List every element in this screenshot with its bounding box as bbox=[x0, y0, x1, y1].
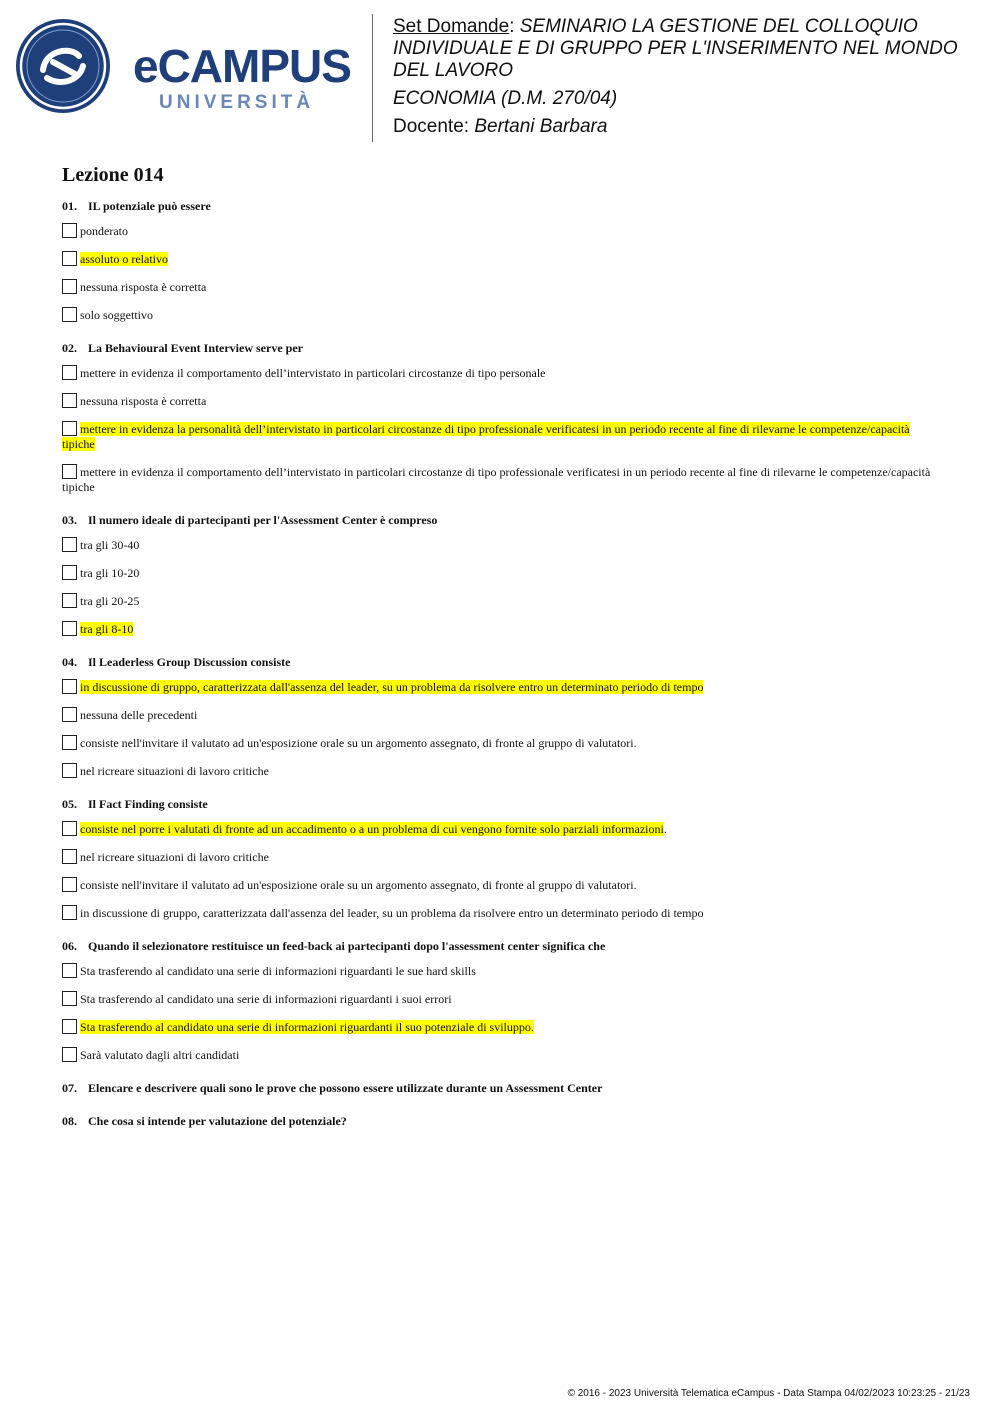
checkbox[interactable] bbox=[62, 393, 77, 408]
answer-text: nessuna delle precedenti bbox=[80, 708, 198, 722]
header-divider bbox=[372, 14, 373, 142]
checkbox[interactable] bbox=[62, 365, 77, 380]
question-list bbox=[62, 199, 942, 1129]
lesson-title: Lezione 014 bbox=[62, 164, 164, 186]
question-04 bbox=[62, 655, 942, 779]
question-label: Il numero ideale di partecipanti per l'Assessment Center è compreso bbox=[88, 513, 438, 527]
page-footer: © 2016 - 2023 Università Telematica eCampus - Data Stampa 04/02/2023 10:23:25 - 21/23 bbox=[567, 1388, 970, 1399]
question-number: 07. bbox=[62, 1081, 77, 1095]
answer-text: nessuna risposta è corretta bbox=[80, 280, 207, 294]
checkbox[interactable] bbox=[62, 593, 77, 608]
teacher-label: Docente: bbox=[393, 116, 475, 137]
answer-option-correct[interactable] bbox=[62, 821, 942, 837]
answer-text: Sta trasferendo al candidato una serie di informazioni riguardanti i suoi errori bbox=[80, 992, 452, 1006]
answer-option[interactable] bbox=[62, 593, 942, 609]
answer-option[interactable] bbox=[62, 905, 942, 921]
checkbox[interactable] bbox=[62, 537, 77, 552]
checkbox[interactable] bbox=[62, 621, 77, 636]
question-number: 03. bbox=[62, 513, 77, 527]
checkbox[interactable] bbox=[62, 421, 77, 436]
answer-text: consiste nell'invitare il valutato ad un'esposizione orale su un argomento assegnato, di fronte al gruppo di valutatori. bbox=[80, 736, 637, 750]
set-separator: : bbox=[509, 16, 520, 37]
answer-suffix: . bbox=[663, 822, 667, 836]
checkbox[interactable] bbox=[62, 877, 77, 892]
question-label: Il Leaderless Group Discussion consiste bbox=[88, 655, 291, 669]
answer-option-correct[interactable] bbox=[62, 421, 942, 452]
checkbox[interactable] bbox=[62, 464, 77, 479]
answer-text: tra gli 10-20 bbox=[80, 566, 140, 580]
question-number: 02. bbox=[62, 341, 77, 355]
question-03 bbox=[62, 513, 942, 637]
ecampus-logo bbox=[15, 16, 360, 118]
answer-text: nel ricreare situazioni di lavoro critiche bbox=[80, 850, 269, 864]
answer-text: Sta trasferendo al candidato una serie di informazioni riguardanti le sue hard skills bbox=[80, 964, 476, 978]
question-02 bbox=[62, 341, 942, 495]
checkbox[interactable] bbox=[62, 1047, 77, 1062]
checkbox[interactable] bbox=[62, 223, 77, 238]
answer-option[interactable] bbox=[62, 877, 942, 893]
answer-option[interactable] bbox=[62, 707, 942, 723]
answer-text: consiste nel porre i valutati di fronte ad un accadimento o a un problema di cui vengono fornite solo parziali informazioni bbox=[80, 822, 664, 836]
course-title-line bbox=[393, 16, 993, 82]
answer-option[interactable] bbox=[62, 1047, 942, 1063]
checkbox[interactable] bbox=[62, 279, 77, 294]
question-07 bbox=[62, 1081, 942, 1096]
question-01 bbox=[62, 199, 942, 323]
question-label: La Behavioural Event Interview serve per bbox=[88, 341, 303, 355]
question-08 bbox=[62, 1114, 942, 1129]
checkbox[interactable] bbox=[62, 963, 77, 978]
answer-option[interactable] bbox=[62, 279, 942, 295]
checkbox[interactable] bbox=[62, 307, 77, 322]
question-label: Elencare e descrivere quali sono le prove che possono essere utilizzate durante un Assessment Center bbox=[88, 1081, 603, 1095]
teacher-name: Bertani Barbara bbox=[474, 116, 608, 137]
question-label: Che cosa si intende per valutazione del potenziale? bbox=[88, 1114, 347, 1128]
answer-option[interactable] bbox=[62, 464, 942, 495]
checkbox[interactable] bbox=[62, 707, 77, 722]
checkbox[interactable] bbox=[62, 905, 77, 920]
course-title: SEMINARIO LA GESTIONE DEL COLLOQUIO INDIVIDUALE E DI GRUPPO PER L'INSERIMENTO NEL MONDO DEL LAVORO bbox=[393, 16, 958, 81]
question-number: 06. bbox=[62, 939, 77, 953]
answer-text: mettere in evidenza la personalità dell’intervistato in particolari circostanze di tipo professionale verificatesi in un periodo recente al fine di rilevarne le competenze/capacità tipiche bbox=[62, 422, 910, 451]
answer-option[interactable] bbox=[62, 393, 942, 409]
answer-option[interactable] bbox=[62, 565, 942, 581]
degree-name: ECONOMIA (D.M. 270/04) bbox=[393, 88, 618, 109]
answer-text: mettere in evidenza il comportamento dell’intervistato in particolari circostanze di tipo personale bbox=[80, 366, 546, 380]
teacher bbox=[393, 116, 993, 138]
checkbox[interactable] bbox=[62, 1019, 77, 1034]
question-number: 04. bbox=[62, 655, 77, 669]
question-number: 08. bbox=[62, 1114, 77, 1128]
question-text bbox=[62, 1114, 942, 1129]
answer-text: nessuna risposta è corretta bbox=[80, 394, 207, 408]
answer-text: tra gli 8-10 bbox=[80, 622, 134, 636]
logo-brand: eCAMPUS bbox=[133, 40, 351, 92]
answer-option-correct[interactable] bbox=[62, 679, 942, 695]
answer-option[interactable] bbox=[62, 365, 942, 381]
degree bbox=[393, 88, 993, 110]
answer-option[interactable] bbox=[62, 963, 942, 979]
question-label: IL potenziale può essere bbox=[88, 199, 211, 213]
answer-option[interactable] bbox=[62, 307, 942, 323]
checkbox[interactable] bbox=[62, 849, 77, 864]
answer-text: mettere in evidenza il comportamento dell’intervistato in particolari circostanze di tipo professionale verificatesi in un periodo recente al fine di rilevarne le competenze/capacità tipiche bbox=[62, 465, 931, 494]
question-05 bbox=[62, 797, 942, 921]
answer-text: tra gli 20-25 bbox=[80, 594, 140, 608]
question-number: 05. bbox=[62, 797, 77, 811]
answer-option[interactable] bbox=[62, 735, 942, 751]
question-text bbox=[62, 199, 942, 214]
checkbox[interactable] bbox=[62, 821, 77, 836]
checkbox[interactable] bbox=[62, 763, 77, 778]
question-set bbox=[62, 164, 942, 1147]
question-text bbox=[62, 341, 942, 356]
answer-text: tra gli 30-40 bbox=[80, 538, 140, 552]
answer-option[interactable] bbox=[62, 991, 942, 1007]
answer-text: Sarà valutato dagli altri candidati bbox=[80, 1048, 240, 1062]
answer-option[interactable] bbox=[62, 763, 942, 779]
question-text bbox=[62, 939, 942, 954]
answer-text: in discussione di gruppo, caratterizzata dall'assenza del leader, su un problema da risolvere entro un determinato periodo di tempo bbox=[80, 906, 704, 920]
answer-text: assoluto o relativo bbox=[80, 252, 168, 266]
checkbox[interactable] bbox=[62, 679, 77, 694]
question-text bbox=[62, 655, 942, 670]
logo-sub: UNIVERSITÀ bbox=[159, 92, 315, 113]
answer-text: ponderato bbox=[80, 224, 128, 238]
page-header bbox=[0, 0, 1000, 150]
checkbox[interactable] bbox=[62, 991, 77, 1006]
answer-option[interactable] bbox=[62, 537, 942, 553]
question-label: Quando il selezionatore restituisce un feed-back ai partecipanti dopo l'assessment center significa che bbox=[88, 939, 606, 953]
question-text bbox=[62, 797, 942, 812]
checkbox[interactable] bbox=[62, 251, 77, 266]
answer-option[interactable] bbox=[62, 849, 942, 865]
question-text bbox=[62, 513, 942, 528]
set-label: Set Domande bbox=[393, 16, 510, 37]
course-info bbox=[393, 16, 993, 138]
question-text bbox=[62, 1081, 942, 1096]
answer-option-correct[interactable] bbox=[62, 621, 942, 637]
answer-option[interactable] bbox=[62, 223, 942, 239]
answer-text: Sta trasferendo al candidato una serie di informazioni riguardanti il suo potenziale di sviluppo. bbox=[80, 1020, 534, 1034]
answer-text: in discussione di gruppo, caratterizzata dall'assenza del leader, su un problema da risolvere entro un determinato periodo di tempo bbox=[80, 680, 704, 694]
answer-text: solo soggettivo bbox=[80, 308, 154, 322]
answer-option-correct[interactable] bbox=[62, 251, 942, 267]
question-06 bbox=[62, 939, 942, 1063]
question-number: 01. bbox=[62, 199, 77, 213]
checkbox[interactable] bbox=[62, 735, 77, 750]
answer-option-correct[interactable] bbox=[62, 1019, 942, 1035]
checkbox[interactable] bbox=[62, 565, 77, 580]
question-label: Il Fact Finding consiste bbox=[88, 797, 208, 811]
answer-text: nel ricreare situazioni di lavoro critiche bbox=[80, 764, 269, 778]
answer-text: consiste nell'invitare il valutato ad un'esposizione orale su un argomento assegnato, di fronte al gruppo di valutatori. bbox=[80, 878, 637, 892]
